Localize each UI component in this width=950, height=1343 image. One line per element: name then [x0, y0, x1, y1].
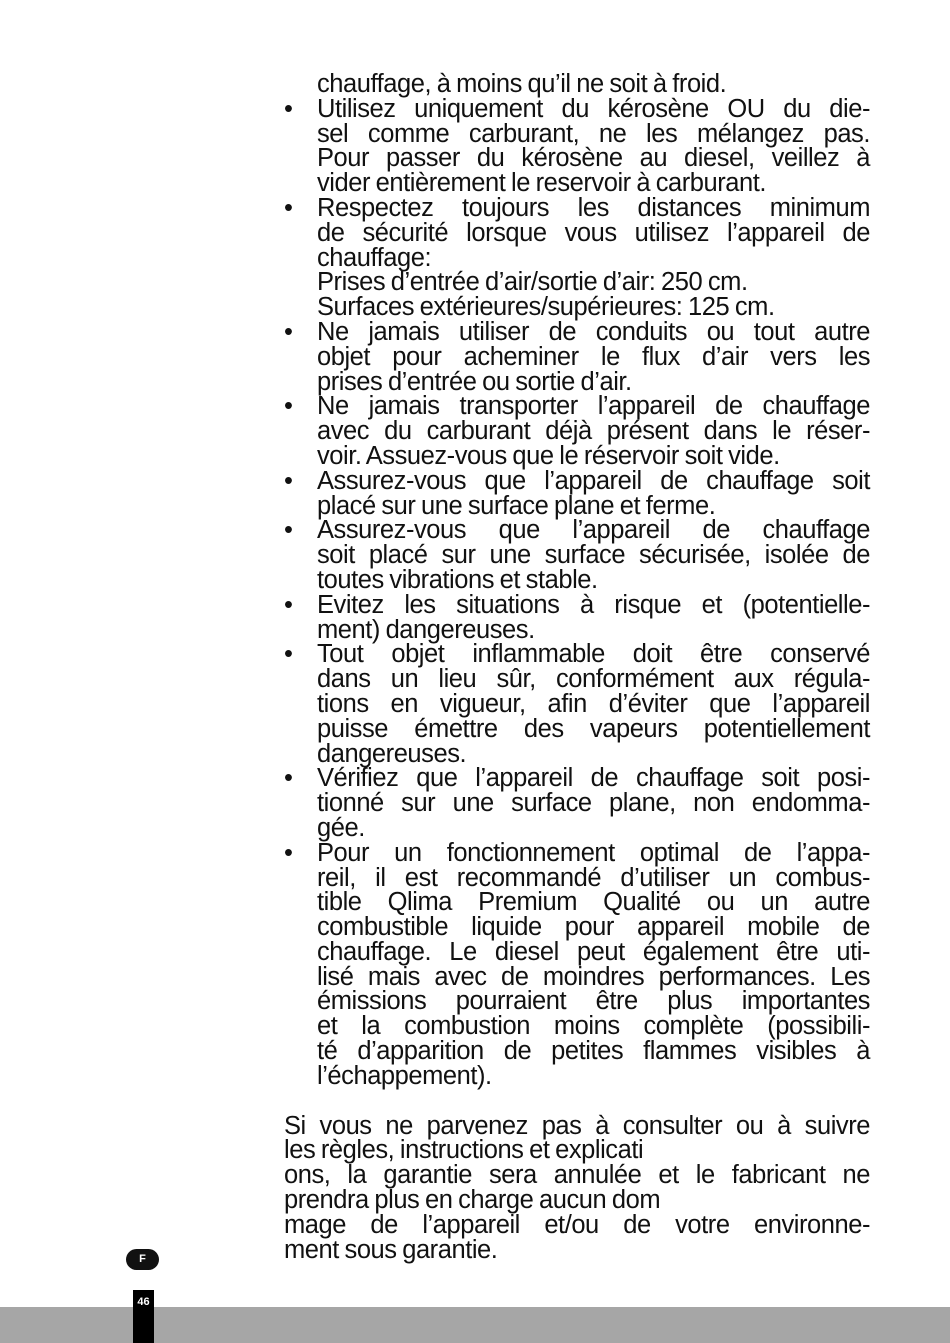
- continuation-line: chauffage, à moins qu’il ne soit à froid.: [317, 70, 727, 98]
- bullet-dot: •: [284, 317, 293, 346]
- page-number: 46: [133, 1290, 154, 1343]
- bullet-line: [284, 394, 870, 419]
- bullet-dot: •: [284, 764, 293, 793]
- paragraph-line: prendra plus en charge aucun dom: [284, 1186, 661, 1215]
- bullet-text: Ne jamais utiliser de conduits ou tout autre: [317, 317, 870, 346]
- bullet-line: [284, 838, 870, 867]
- bullet-item-10: [284, 838, 870, 1090]
- bullet-dot: •: [284, 94, 293, 123]
- bullet-line: Pour passer du kérosène au diesel, veillez à: [317, 144, 870, 173]
- bullet-line: tionné sur une surface plane, non endomma-: [317, 789, 870, 818]
- bullet-line: [284, 193, 870, 222]
- bullet-text: Assurez-vous que l’appareil de chauffage soit: [317, 466, 870, 495]
- bullet-line: soit placé sur une surface sécurisée, isolée de: [317, 541, 870, 570]
- bullet-line: [284, 94, 870, 123]
- paragraph-line: mage de l’appareil et/ou de votre environne-: [284, 1210, 870, 1239]
- bullet-line: sel comme carburant, ne les mélangez pas.: [317, 119, 870, 148]
- bullet-line: avec du carburant déjà présent dans le réser-: [317, 417, 870, 446]
- bullet-line: l’échappement).: [317, 1061, 492, 1090]
- bullet-line: reil, il est recommandé d’utiliser un combus-: [317, 863, 870, 892]
- bullet-line: vider entièrement le reservoir à carburant.: [317, 169, 767, 198]
- bullet-line: [284, 642, 870, 667]
- bullet-line: objet pour acheminer le flux d’air vers les: [317, 342, 870, 371]
- bullet-dot: •: [284, 466, 293, 495]
- bullet-line: puisse émettre des vapeurs potentiellement: [317, 714, 870, 743]
- bullet-line: [284, 466, 870, 495]
- bullet-text: Ne jamais transporter l’appareil de chauffage: [317, 392, 870, 421]
- bullet-text: Pour un fonctionnement optimal de l’appa-: [317, 838, 870, 867]
- bullet-item-4: [284, 394, 870, 468]
- bullet-line: combustible liquide pour appareil mobile de: [317, 913, 870, 942]
- bullet-dot: •: [284, 640, 293, 669]
- paragraph-line: les règles, instructions et explicati: [284, 1136, 644, 1165]
- bullet-dot: •: [284, 193, 293, 222]
- bullet-line: chauffage:: [317, 243, 432, 272]
- bullet-line: dans un lieu sûr, conformément aux régula-: [317, 665, 870, 694]
- language-badge: F: [126, 1249, 159, 1270]
- bullet-item-8: [284, 642, 870, 766]
- bullet-line: de sécurité lorsque vous utilisez l’appareil de: [317, 218, 870, 247]
- bullet-line: ment) dangereuses.: [317, 615, 535, 644]
- bullet-text: Assurez-vous que l’appareil de chauffage: [317, 516, 870, 545]
- bullet-text: Respectez toujours les distances minimum: [317, 193, 870, 222]
- bullet-item-6: [284, 518, 870, 592]
- bullet-line: voir. Assuez-vous que le réservoir soit vide.: [317, 441, 780, 470]
- bullet-line: gée.: [317, 813, 365, 842]
- bullet-line: toutes vibrations et stable.: [317, 565, 598, 594]
- bullet-line: [284, 317, 870, 346]
- bullet-text: Tout objet inflammable doit être conservé: [317, 640, 870, 669]
- bullet-item-2: [284, 193, 870, 322]
- bullet-item-7: [284, 590, 870, 644]
- bullet-line: tible Qlima Premium Qualité ou un autre: [317, 888, 870, 917]
- bullet-item-9: [284, 766, 870, 840]
- bullet-dot: •: [284, 392, 293, 421]
- main-text-column: [284, 72, 870, 1262]
- bullet-line: [284, 518, 870, 543]
- bullet-line: té d’apparition de petites flammes visibles à: [317, 1037, 870, 1066]
- bullet-line: Surfaces extérieures/supérieures: 125 cm.: [317, 293, 775, 322]
- closing-paragraph: [284, 1111, 870, 1264]
- bullet-line: placé sur une surface plane et ferme.: [317, 491, 716, 520]
- bullet-line: [284, 766, 870, 791]
- bullet-dot: •: [284, 516, 293, 545]
- paragraph-spacer: [284, 1089, 870, 1114]
- bullet-line: et la combustion moins complète (possibili-: [317, 1012, 870, 1041]
- paragraph-line: ment sous garantie.: [284, 1235, 498, 1264]
- bullet-text: Evitez les situations à risque et (potentielle-: [317, 590, 870, 619]
- paragraph-line: Si vous ne parvenez pas à consulter ou à suivre: [284, 1111, 870, 1140]
- bullet-dot: •: [284, 838, 293, 867]
- bullet-line: [284, 590, 870, 619]
- bullet-line: Prises d’entrée d’air/sortie d’air: 250 cm.: [317, 268, 748, 297]
- bullet-line: prises d’entrée ou sortie d’air.: [317, 367, 632, 396]
- bullet-line: dangereuses.: [317, 739, 467, 768]
- bullet-line: émissions pourraient être plus importantes: [317, 987, 870, 1016]
- bullet-item-5: [284, 466, 870, 520]
- bullet-line: lisé mais avec de moindres performances. Les: [317, 962, 870, 991]
- bullet-text: Vérifiez que l’appareil de chauffage soit posi-: [317, 764, 870, 793]
- paragraph-line: ons, la garantie sera annulée et le fabricant ne: [284, 1161, 870, 1190]
- bullet-item-3: [284, 317, 870, 396]
- bullet-item-1: [284, 94, 870, 198]
- bullet-dot: •: [284, 590, 293, 619]
- bullet-line: tions en vigueur, afin d’éviter que l’appareil: [317, 689, 870, 718]
- bullet-line: chauffage. Le diesel peut également être uti-: [317, 937, 870, 966]
- bullet-text: Utilisez uniquement du kérosène OU du die-: [317, 94, 870, 123]
